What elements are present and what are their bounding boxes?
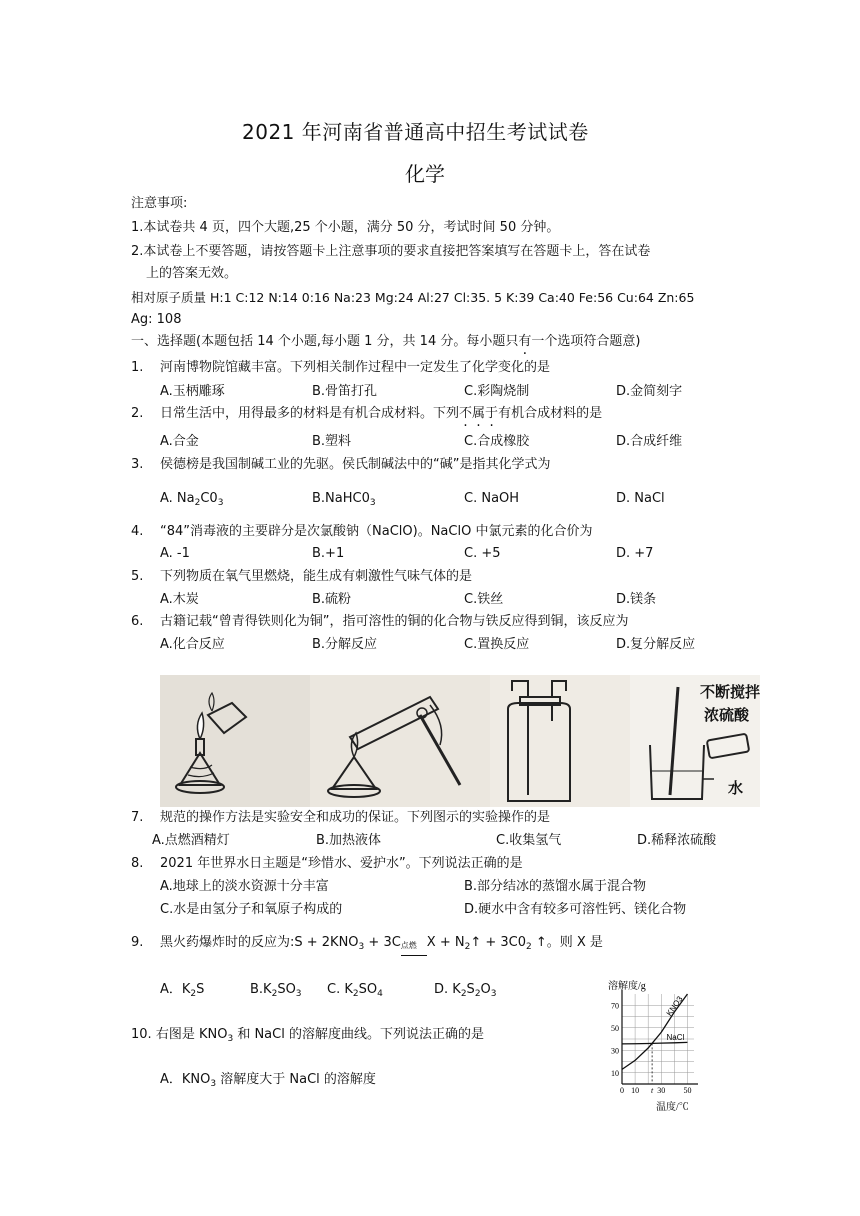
- q3-option-d: D. NaCl: [616, 491, 665, 506]
- chart-x-tick: t: [650, 1086, 654, 1095]
- chart-y-tick: 30: [611, 1046, 619, 1056]
- q4-option-a: A. -1: [160, 546, 190, 561]
- q9-stem: 黑火药爆炸时的反应为:S + $2KNO_3 + 3C$ 点燃 $X + N_2↑ + 3C0_2$ ↑。则 X 是: [160, 935, 603, 951]
- exam-title: 2021 年河南省普通高中招生考试试卷: [242, 120, 589, 144]
- q8-option-b: B.部分结冰的蒸馏水属于混合物: [464, 879, 647, 894]
- q3-option-b: $B.NaHC0_3$: [312, 491, 376, 508]
- gas-collection-bottle-illustration: [490, 675, 630, 807]
- q4-option-c: C. +5: [464, 546, 501, 561]
- q1-option-d: D.金简刻字: [616, 384, 683, 399]
- q7-stem: 规范的操作方法是实验安全和成功的保证。下列图示的实验操作的是: [160, 810, 551, 825]
- q9-option-b: $B.K_2SO_3$: [250, 982, 302, 999]
- q5-stem: 下列物质在氧气里燃烧，能生成有刺激性气味气体的是: [160, 569, 473, 584]
- q1-option-b: B.骨笛打孔: [312, 384, 378, 399]
- q5-option-c: C.铁丝: [464, 592, 504, 607]
- chart-y-tick: 10: [611, 1068, 619, 1078]
- q2-option-d: D.合成纤维: [616, 434, 683, 449]
- q7-option-a: A.点燃酒精灯: [152, 833, 230, 848]
- q4-number: 4.: [131, 524, 144, 539]
- q6-option-d: D.复分解反应: [616, 637, 696, 652]
- heating-liquid-illustration: [310, 675, 490, 807]
- chart-series-line: [622, 1042, 687, 1043]
- q4-option-b: B.+1: [312, 546, 345, 561]
- lab-operations-figure: [160, 675, 760, 807]
- emphasis-char: 有: [518, 334, 532, 349]
- q1-option-a: A.玉柄雕琢: [160, 384, 225, 399]
- chart-x-tick: 30: [657, 1086, 666, 1095]
- atomic-mass-line: 相对原子质量 H:1 C:12 N:14 0:16 Na:23 Mg:24 Al:27 Cl:35. 5 K:39 Ca:40 Fe:56 Cu:64 Zn:65: [131, 290, 695, 305]
- q9-option-a: A．$K_2S$: [160, 982, 205, 999]
- q5-option-a: A.木炭: [160, 592, 199, 607]
- chart-series-label: KNO3: [664, 994, 685, 1018]
- q1-option-c: C.彩陶烧制: [464, 384, 530, 399]
- q5-option-d: D.镁条: [616, 592, 657, 607]
- q3-option-c: C. NaOH: [464, 491, 520, 506]
- q9-option-d: D. $K_2S_2O_3$: [434, 982, 497, 999]
- q5-number: 5.: [131, 569, 144, 584]
- q8-option-c: C.水是由氢分子和氧原子构成的: [160, 902, 343, 917]
- q2-stem: 日常生活中，用得最多的材料是有机合成材料。下列不属于有机合成材料的是: [160, 406, 603, 421]
- notice-item-2: 2.本试卷上不要答题，请按答题卡上注意事项的要求直接把答案填写在答题卡上，答在试卷: [131, 244, 651, 259]
- q4-option-d: D. +7: [616, 546, 654, 561]
- q2-option-b: B.塑料: [312, 434, 352, 449]
- chart-x-tick: 0: [620, 1086, 624, 1095]
- q2-option-a: A.合金: [160, 434, 199, 449]
- label-conc-acid: 浓硫酸: [704, 706, 750, 724]
- notice-item-2-cont: 上的答案无效。: [146, 266, 238, 281]
- notice-item-1: 1.本试卷共 4 页，四个大题,25 个小题，满分 50 分，考试时间 50 分钟。: [131, 220, 560, 235]
- q5-option-b: B.硫粉: [312, 592, 352, 607]
- q6-stem: 古籍记载“曾青得铁则化为铜”，指可溶性的铜的化合物与铁反应得到铜，该反应为: [160, 614, 629, 629]
- q9-option-c: C. $K_2SO_4$: [327, 982, 383, 999]
- q6-number: 6.: [131, 614, 144, 629]
- chart-y-tick: 50: [611, 1023, 619, 1033]
- q8-number: 8.: [131, 856, 144, 871]
- chart-x-tick: 50: [683, 1086, 692, 1095]
- q7-option-b: B.加热液体: [316, 833, 382, 848]
- reaction-condition: 点燃: [400, 941, 417, 950]
- q3-stem: 侯德榜是我国制碱工业的先驱。侯氏制碱法中的“碱”是指其化学式为: [160, 457, 551, 472]
- atomic-mass-line-2: Ag: 108: [131, 312, 182, 327]
- q10-stem: 10. 右图是 $KNO_3$ 和 NaCl 的溶解度曲线。下列说法正确的是: [131, 1027, 484, 1044]
- label-stir: 不断搅拌: [700, 683, 760, 701]
- q3-option-a: A. $Na_2C0_3$: [160, 491, 224, 508]
- chart-series-label: NaCl: [666, 1033, 685, 1043]
- chart-ticks: [611, 1001, 691, 1095]
- q8-option-a: A.地球上的淡水资源十分丰富: [160, 879, 329, 894]
- notice-heading: 注意事项:: [131, 196, 188, 211]
- q7-option-d: D.稀释浓硫酸: [637, 833, 717, 848]
- subject-title: 化学: [405, 162, 445, 186]
- chart-ylabel: 溶解度/g: [608, 981, 646, 992]
- q7-number: 7.: [131, 810, 144, 825]
- q4-stem: “84”消毒液的主要辟分是次氯酸钠（NaClO)。NaClO 中氯元素的化合价为: [160, 524, 593, 539]
- q8-stem: 2021 年世界水日主题是“珍惜水、爱护水”。下列说法正确的是: [160, 856, 523, 871]
- label-water: 水: [728, 779, 744, 797]
- chart-axes: [622, 990, 698, 1084]
- q6-option-b: B.分解反应: [312, 637, 378, 652]
- q7-option-c: C.收集氢气: [496, 833, 562, 848]
- q3-number: 3.: [131, 457, 144, 472]
- q1-number: 1.: [131, 360, 144, 375]
- q1-stem: 河南博物院馆藏丰富。下列相关制作过程中一定发生了化学变化的是: [160, 360, 551, 375]
- section-header: 一、选择题(本题包括 14 个小题,每小题 1 分，共 14 分。每小题只有一个选项符合题意): [131, 334, 641, 349]
- chart-xlabel: 温度/℃: [656, 1102, 689, 1113]
- q9-number: 9.: [131, 935, 144, 950]
- solubility-chart: [602, 976, 712, 1114]
- q10-option-a: A．$KNO_3$ 溶解度大于 NaCl 的溶解度: [160, 1072, 376, 1089]
- q2-number: 2.: [131, 406, 144, 421]
- q2-option-c: C.合成橡胶: [464, 434, 530, 449]
- q8-option-d: D.硬水中含有较多可溶性钙、镁化合物: [464, 902, 687, 917]
- chart-y-tick: 70: [611, 1001, 619, 1011]
- chart-x-tick: 10: [631, 1086, 640, 1095]
- alcohol-lamp-lighting-illustration: [160, 675, 310, 807]
- q6-option-a: A.化合反应: [160, 637, 225, 652]
- q6-option-c: C.置换反应: [464, 637, 530, 652]
